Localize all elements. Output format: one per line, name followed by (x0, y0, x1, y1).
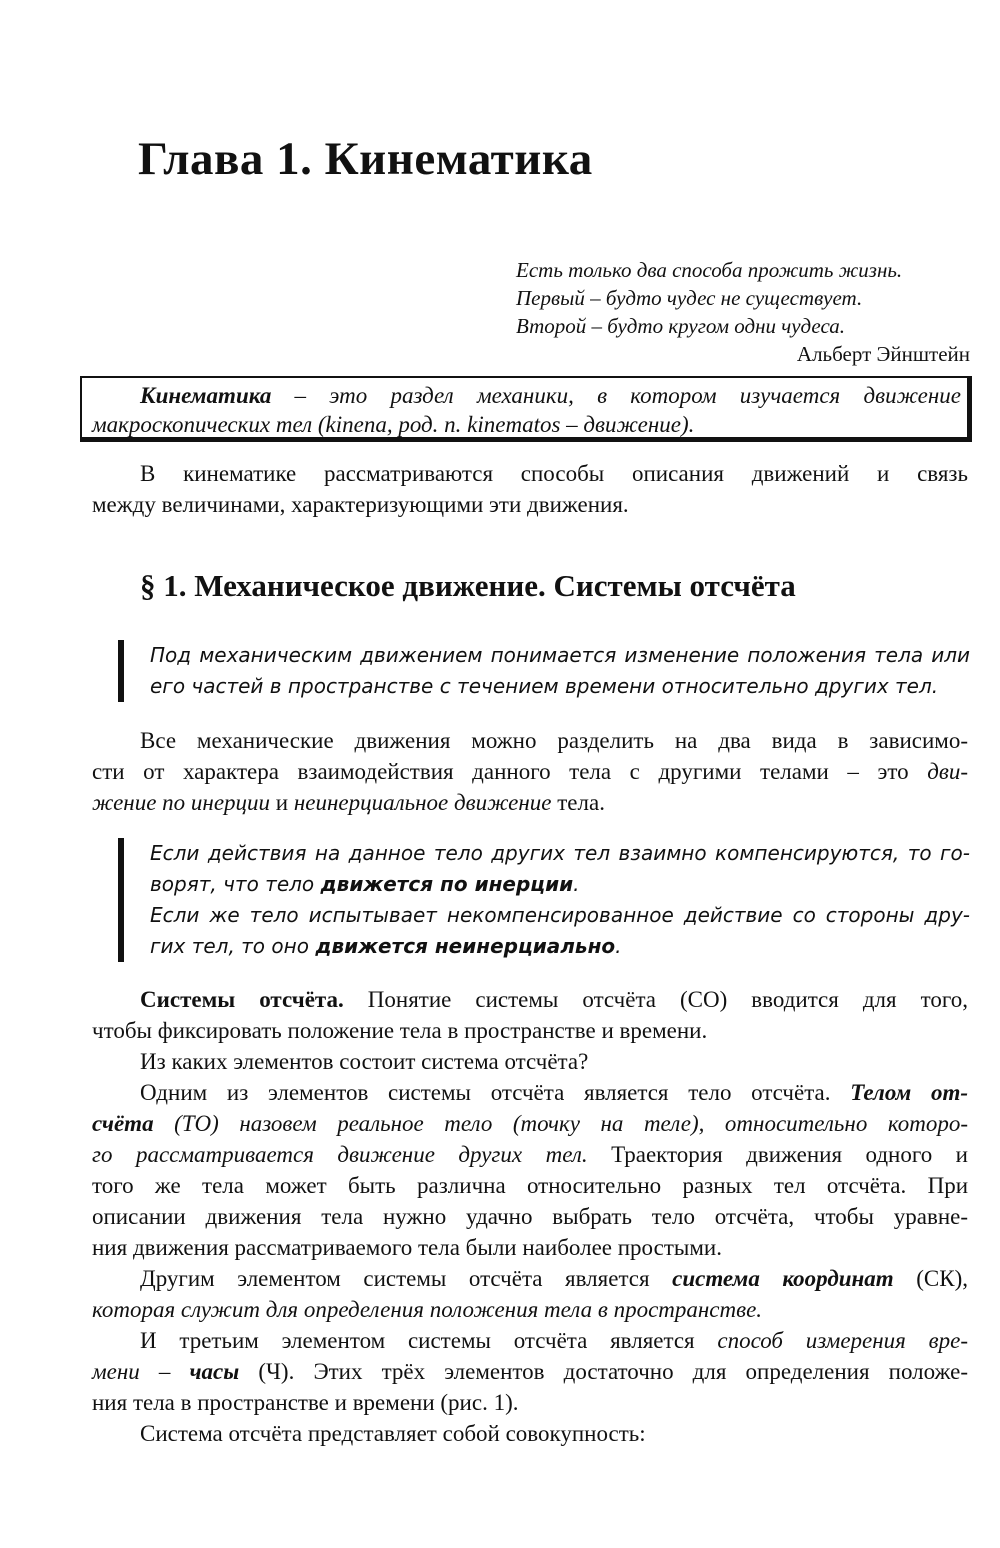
epigraph-line: Есть только два способа прожить жизнь. (516, 258, 903, 282)
motion-kinds-paragraph: Все механические движения можно разделить на два вида в зависимо- сти от характера взаимодействия данного тела с другими телами – это дви- жение по инерции и неинерциальное движение тела. (92, 728, 968, 815)
intro-paragraph: В кинематике рассматриваются способы описания движений и связь между величинами, характеризующими эти движения. (92, 461, 968, 517)
epigraph-line: Первый – будто чудес не существует. (516, 286, 863, 310)
mechanical-motion-definition: Под механическим движением понимается изменение положения тела или его частей в пространстве с течением времени относительно других тел. (118, 640, 970, 702)
epigraph (516, 256, 970, 368)
term-noninertial: движется неинерциально (315, 934, 616, 958)
definition-line: макроскопических тел (kinena, род. п. kinematos – движение). (92, 412, 695, 437)
definition-term: Кинематика (140, 383, 272, 408)
frames-paragraph-5: И третьим элементом системы отсчёта является способ измерения вре- мени – часы (Ч). Этих трёх элементов достаточно для определения положе- ния тела в пространстве и времени (рис. 1). (92, 1328, 968, 1415)
inertia-definition: Если действия на данное тело других тел взаимно компенсируются, то го- ворят, что тело движется по инерции. Если же тело испытывает некомпенсированное действие со стороны дру- гих тел, то оно движется неинерциально. (118, 838, 970, 962)
epigraph-author: Альберт Эйнштейн (796, 342, 970, 366)
frames-paragraph-6: Система отсчёта представляет собой совокупность: (140, 1421, 646, 1446)
chapter-title: Глава 1. Кинематика (138, 133, 593, 185)
section-title: § 1. Механическое движение. Системы отсчёта (140, 568, 796, 603)
frames-paragraph-1: Системы отсчёта. Понятие системы отсчёта (СО) вводится для того, чтобы фиксировать положение тела в пространстве и времени. (92, 987, 968, 1043)
frames-heading: Системы отсчёта. (140, 987, 344, 1012)
epigraph-line: Второй – будто кругом одни чудеса. (516, 314, 845, 338)
term-inertial: движется по инерции (320, 872, 574, 896)
frames-paragraph-3: Одним из элементов системы отсчёта является тело отсчёта. Телом от- счёта (ТО) назовем реальное тело (точку на теле), относительно которо- го рассматривается движение других тел. Траектория движения одного и того же тела может быть различна относительно разных тел отсчёта. При описании движения тела нужно удачно выбрать тело отсчёта, чтобы уравне- ния движения рассматриваемого тела были наиболее простыми. (92, 1080, 968, 1260)
frames-paragraph-2: Из каких элементов состоит система отсчёта? (140, 1049, 589, 1074)
frames-paragraph-4: Другим элементом системы отсчёта является система координат (СК), которая служит для определения положения тела в пространстве. (92, 1266, 969, 1322)
definition-line: Кинематика – это раздел механики, в котором изучается движение (140, 383, 961, 408)
definition-box (80, 376, 972, 442)
